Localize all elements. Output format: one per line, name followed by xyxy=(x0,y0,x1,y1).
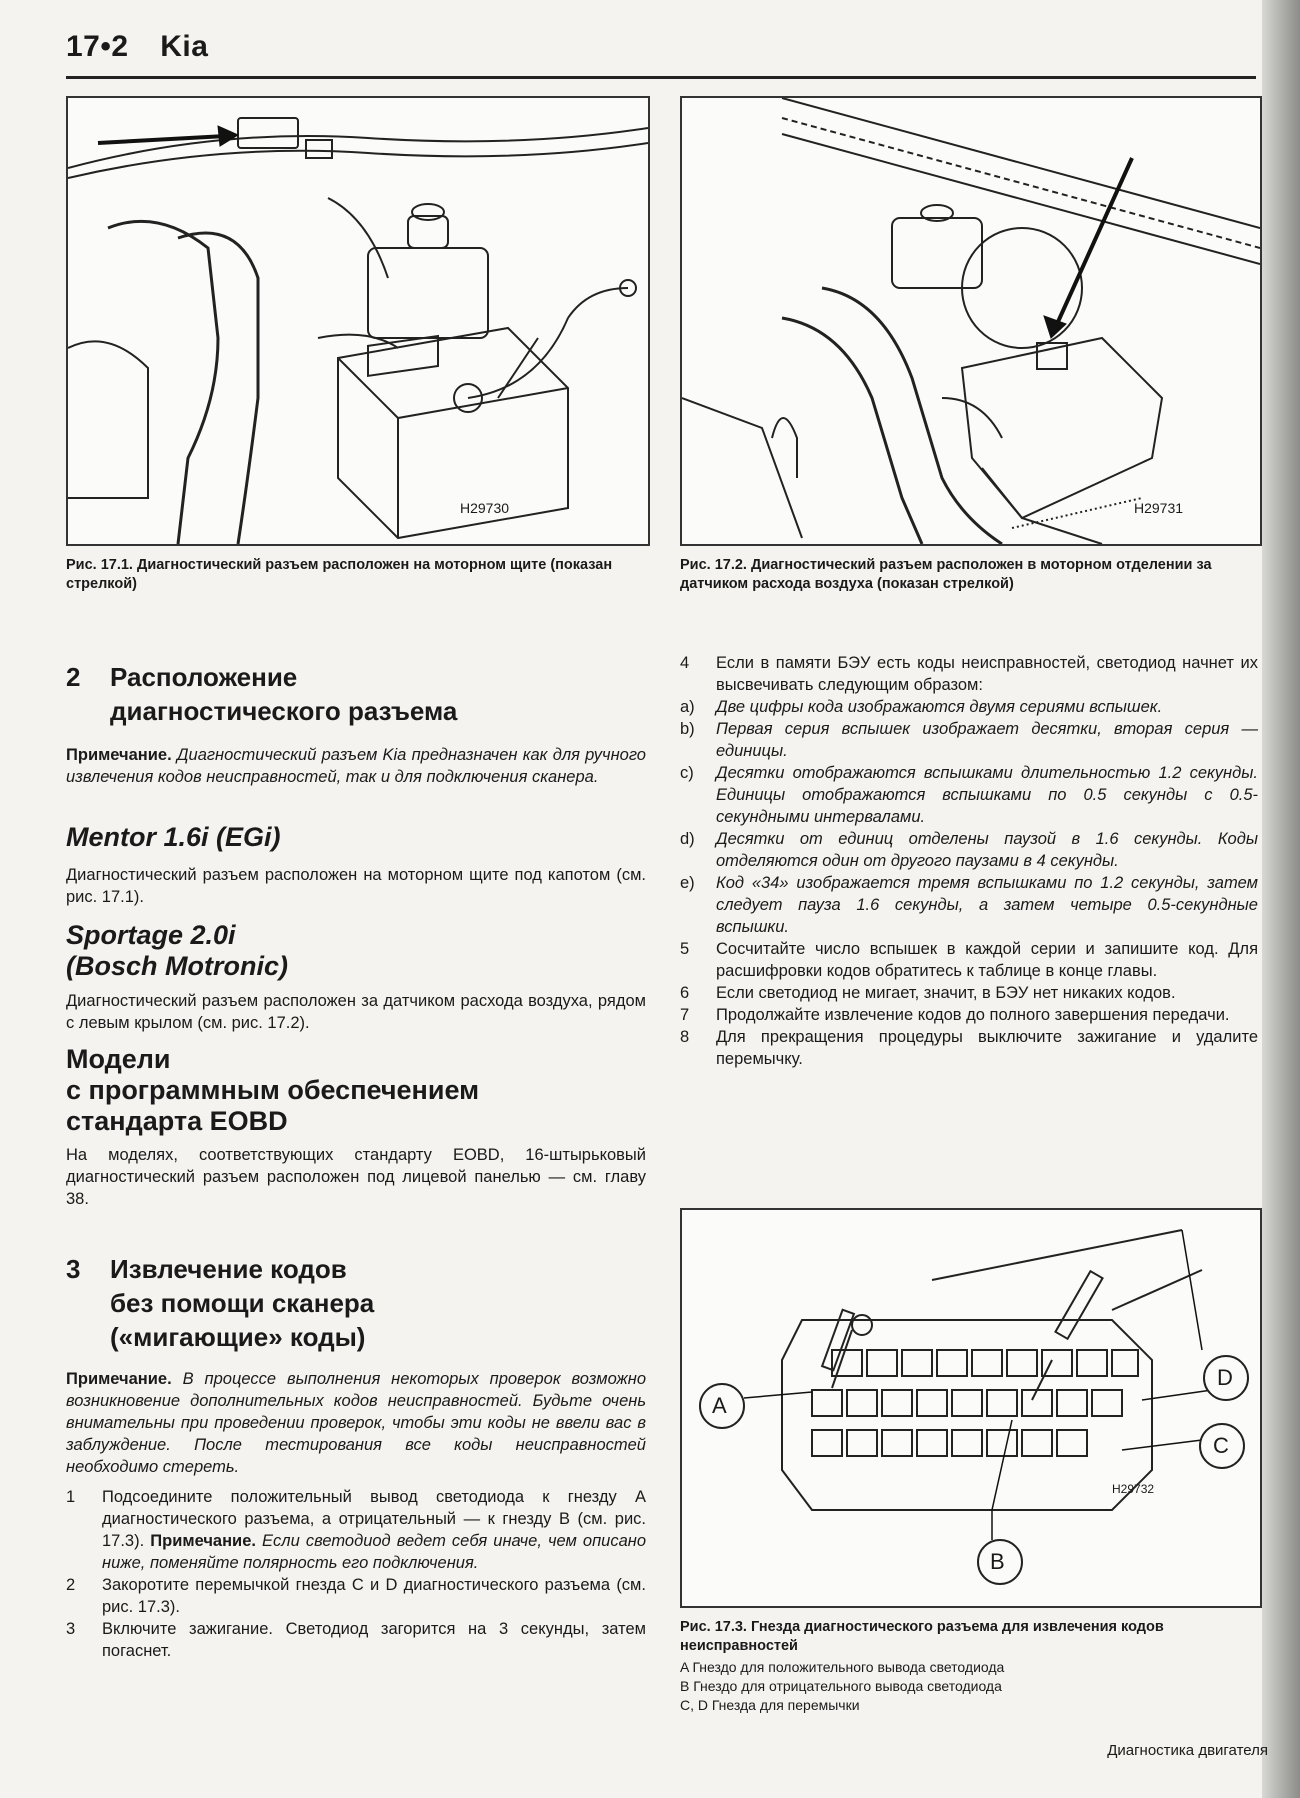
figure-17-1-caption: Рис. 17.1. Диагностический разъем расположен на моторном щите (показан стрелкой) xyxy=(66,557,613,592)
connector-diagram xyxy=(682,1210,1260,1606)
step-text: Включите зажигание. Светодиод загорится на 3 секунды, затем погаснет. xyxy=(102,1620,646,1660)
step-text: Если в памяти БЭУ есть коды неисправностей, светодиод начнет их высвечивать следующим образом: xyxy=(716,654,1258,694)
step-number: 5 xyxy=(680,940,690,958)
mentor-text: Диагностический разъем расположен на моторном щите под капотом (см. рис. 17.1). xyxy=(66,866,646,906)
item-marker: c) xyxy=(680,764,694,782)
label-a: A xyxy=(712,1393,727,1418)
step-number: 6 xyxy=(680,984,690,1002)
step-1 xyxy=(66,1486,646,1574)
engine-bay-illustration-1 xyxy=(68,98,648,544)
header-title: Kia xyxy=(160,30,209,63)
step-text: Сосчитайте число вспышек в каждой серии и запишите код. Для расшифровки кодов обратитесь к таблице в конце главы. xyxy=(716,940,1258,980)
item-marker: a) xyxy=(680,698,695,716)
legend-key: A xyxy=(680,1659,689,1675)
label-d: D xyxy=(1217,1365,1233,1390)
section-3-title-line2: без помощи сканера xyxy=(110,1288,375,1318)
eobd-heading-line2: с программным обеспечением xyxy=(66,1075,480,1105)
step-note-text: Если светодиод ведет себя иначе, чем описано ниже, поменяйте полярность его подключения. xyxy=(102,1532,647,1572)
legend-text: Гнездо для отрицательного вывода светодиода xyxy=(693,1678,1002,1694)
jumper-wire xyxy=(1032,1270,1202,1400)
step-2 xyxy=(66,1574,646,1618)
section-3-note xyxy=(66,1368,646,1478)
eobd-text: На моделях, соответствующих стандарту EOBD, 16-штырьковый диагностический разъем расположен под лицевой панелью — см. главу 38. xyxy=(66,1146,646,1208)
item-marker: e) xyxy=(680,874,695,892)
legend-item xyxy=(680,1696,1258,1715)
eobd-heading-line1: Модели xyxy=(66,1044,171,1074)
engine-bay-illustration-2 xyxy=(682,98,1260,544)
section-2-title xyxy=(66,660,297,694)
step-text: Если светодиод не мигает, значит, в БЭУ нет никаких кодов. xyxy=(716,984,1176,1002)
figure-17-1 xyxy=(66,96,650,546)
page-footer: Диагностика двигателя xyxy=(1107,1742,1268,1759)
label-c: C xyxy=(1213,1433,1229,1458)
legend-text: Гнезда для перемычки xyxy=(711,1697,860,1713)
note-label: Примечание. xyxy=(66,1370,172,1388)
eobd-heading-line3: стандарта EOBD xyxy=(66,1106,288,1136)
figure-17-3 xyxy=(680,1208,1262,1608)
label-b: B xyxy=(990,1549,1005,1574)
item-text: Код «34» изображается тремя вспышками по 1.2 секунды, затем следует пауза 1.6 секунды, а затем четыре 0.5-секундные вспышки. xyxy=(716,874,1258,936)
mentor-heading: Mentor 1.6i (EGi) xyxy=(66,822,281,852)
note-text: В процессе выполнения некоторых проверок возможно возникновение дополнительных кодов неисправностей. Будьте очень внимательны при проведении проверок, чтобы эти коды не ввели вас в заблуждение. После тестирования все коды неисправностей необходимо стереть. xyxy=(66,1370,646,1476)
figure-code: H29730 xyxy=(460,500,510,516)
list-item xyxy=(680,696,1258,718)
step-number: 7 xyxy=(680,1006,690,1024)
legend-key: C, D xyxy=(680,1697,708,1713)
list-item xyxy=(680,718,1258,762)
header-rule xyxy=(66,76,1256,79)
page-header xyxy=(66,30,208,64)
item-text: Первая серия вспышек изображает десятки, вторая серия — единицы. xyxy=(716,720,1258,760)
legend-item xyxy=(680,1658,1258,1677)
connector-pins xyxy=(812,1350,1138,1456)
item-text: Две цифры кода изображаются двумя сериями вспышек. xyxy=(716,698,1163,716)
list-item xyxy=(680,762,1258,828)
item-text: Десятки от единиц отделены паузой в 1.6 секунды. Коды отделяются один от другого паузами в 4 секунды. xyxy=(716,830,1258,870)
note-label: Примечание. xyxy=(66,746,172,764)
section-number: 3 xyxy=(66,1254,81,1284)
figure-code: H29732 xyxy=(1112,1482,1155,1496)
note-text: Диагностический разъем Kia предназначен как для ручного извлечения кодов неисправностей, так и для подключения сканера. xyxy=(66,746,646,786)
figure-17-3-caption: Рис. 17.3. Гнезда диагностического разъема для извлечения кодов неисправностей xyxy=(680,1619,1164,1654)
step-text: Подсоедините положительный вывод светодиода к гнезду A диагностического разъема, а отрицательный — к гнезду B (см. рис. 17.3). xyxy=(102,1488,646,1550)
step-5 xyxy=(680,938,1258,982)
step-number: 2 xyxy=(66,1576,76,1594)
section-3-title xyxy=(66,1252,347,1286)
step-7 xyxy=(680,1004,1258,1026)
legend-text: Гнездо для положительного вывода светодиода xyxy=(692,1659,1005,1675)
section-3-title-line3: («мигающие» коды) xyxy=(110,1322,366,1352)
sportage-heading-line2: (Bosch Motronic) xyxy=(66,951,288,981)
right-column-text xyxy=(680,652,1258,1070)
section-title-line: Извлечение кодов xyxy=(110,1254,347,1284)
step-text: Для прекращения процедуры выключите зажигание и удалите перемычку. xyxy=(716,1028,1258,1068)
item-marker: b) xyxy=(680,720,695,738)
section-title-line: Расположение xyxy=(110,662,298,692)
step-4 xyxy=(680,652,1258,696)
section-3-steps xyxy=(66,1486,646,1662)
item-marker: d) xyxy=(680,830,695,848)
step-3 xyxy=(66,1618,646,1662)
adjacent-page-edge xyxy=(1262,0,1300,1798)
legend-key: B xyxy=(680,1678,690,1694)
figure-17-3-legend xyxy=(680,1658,1258,1715)
list-item xyxy=(680,872,1258,938)
step-text: Закоротите перемычкой гнезда C и D диагностического разъема (см. рис. 17.3). xyxy=(102,1576,646,1616)
step-note-label: Примечание. xyxy=(150,1532,256,1550)
step-number: 8 xyxy=(680,1028,690,1046)
section-2-title-line2: диагностического разъема xyxy=(110,696,458,726)
figure-17-2-caption: Рис. 17.2. Диагностический разъем расположен в моторном отделении за датчиком расхода воздуха (показан стрелкой) xyxy=(680,557,1212,592)
legend-item xyxy=(680,1677,1258,1696)
figure-17-2 xyxy=(680,96,1262,546)
section-2-note xyxy=(66,744,646,788)
page-number: 17•2 xyxy=(66,30,129,63)
step-8 xyxy=(680,1026,1258,1070)
step-number: 3 xyxy=(66,1620,76,1638)
sportage-heading-line1: Sportage 2.0i xyxy=(66,920,236,950)
figure-code: H29731 xyxy=(1134,500,1184,516)
step-text: Продолжайте извлечение кодов до полного завершения передачи. xyxy=(716,1006,1230,1024)
section-number: 2 xyxy=(66,662,81,692)
step-6 xyxy=(680,982,1258,1004)
step-number: 1 xyxy=(66,1488,76,1506)
step-number: 4 xyxy=(680,654,690,672)
sportage-text: Диагностический разъем расположен за датчиком расхода воздуха, рядом с левым крылом (см. рис. 17.2). xyxy=(66,992,646,1032)
item-text: Десятки отображаются вспышками длительностью 1.2 секунды. Единицы отображаются вспышками по 0.5 секунды с 0.5-секундными интервалами. xyxy=(716,764,1258,826)
list-item xyxy=(680,828,1258,872)
